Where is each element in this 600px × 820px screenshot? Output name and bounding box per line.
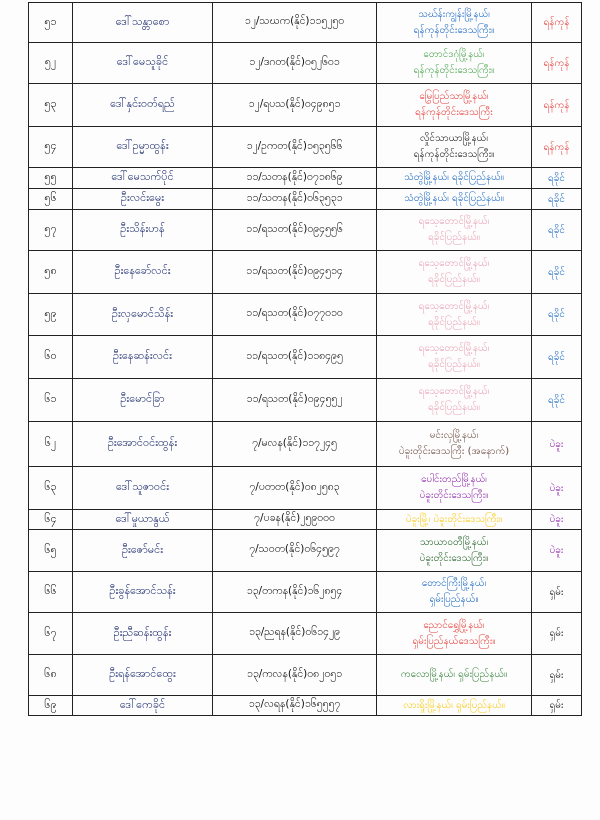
table-row bbox=[29, 467, 582, 510]
nrc-number-cell: ၇/သဝတ(နိုင်)၀၆၄၅၉၇ bbox=[213, 530, 377, 572]
nrc-number-cell: ၁၁/ရသတ(နိုင်)၀၉၄၅၅၂ bbox=[213, 379, 377, 422]
region-cell: ရှမ်း bbox=[532, 572, 582, 613]
address-line-1: ရသေ့တောင်မြို့နယ်၊ bbox=[418, 216, 490, 227]
nrc-number-cell: ၁၁/ရသတ(နိုင်)၀၉၄၅၁၄ bbox=[213, 251, 377, 294]
table-row bbox=[29, 210, 582, 251]
address-line-2: ရန်ကုန်တိုင်းဒေသကြီး။ bbox=[413, 149, 495, 160]
region-cell: ရခိုင် bbox=[532, 379, 582, 422]
address-line-1: လှိုင်သာယာမြို့နယ်၊ bbox=[420, 133, 488, 144]
row-number-cell: ၅၄ bbox=[29, 127, 73, 168]
member-name-cell: ဦးရန်အောင်ထွေး bbox=[73, 655, 213, 696]
region-cell: ရခိုင် bbox=[532, 251, 582, 294]
region-cell: ရန်ကုန် bbox=[532, 3, 582, 43]
row-number-cell: ၆၃ bbox=[29, 467, 73, 510]
row-number-cell: ၅၅ bbox=[29, 168, 73, 189]
region-cell: ရန်ကုန် bbox=[532, 43, 582, 84]
address-cell bbox=[377, 336, 532, 379]
row-number-cell: ၆၈ bbox=[29, 655, 73, 696]
table-row bbox=[29, 422, 582, 467]
row-number-cell: ၅၂ bbox=[29, 43, 73, 84]
table-row bbox=[29, 379, 582, 422]
region-cell: ရခိုင် bbox=[532, 189, 582, 210]
address-cell bbox=[377, 467, 532, 510]
address-line-2: ရခိုင်ပြည်နယ်။ bbox=[428, 359, 480, 370]
table-row bbox=[29, 84, 582, 127]
table-row bbox=[29, 696, 582, 716]
address-cell bbox=[377, 127, 532, 168]
address-cell bbox=[377, 422, 532, 467]
member-name-cell: ဦးလှမောင်သိန်း bbox=[73, 294, 213, 336]
member-name-cell: ဦးအောင်ဝင်းထွန်း bbox=[73, 422, 213, 467]
member-table-body bbox=[29, 3, 582, 716]
address-line-2: ရှမ်းပြည်နယ်။ bbox=[429, 594, 479, 605]
address-line-1: ပေါင်းတည်မြို့နယ်၊ bbox=[421, 474, 487, 485]
row-number-cell: ၆၆ bbox=[29, 572, 73, 613]
row-number-cell: ၆၄ bbox=[29, 510, 73, 530]
nrc-number-cell: ၇/ပခန(နိုင်)၂၅၉၀၀၀ bbox=[213, 510, 377, 530]
nrc-number-cell: ၁၃/တကန(နိုင်)၁၆၂၈၅၄ bbox=[213, 572, 377, 613]
nrc-number-cell: ၁၂/ဒဂတ(နိုင်)၀၅၂၆၀၁ bbox=[213, 43, 377, 84]
row-number-cell: ၅၇ bbox=[29, 210, 73, 251]
region-cell: ရခိုင် bbox=[532, 168, 582, 189]
nrc-number-cell: ၁၃/လရန(နိုင်)၁၆၅၅၅၇ bbox=[213, 696, 377, 716]
address-cell bbox=[377, 696, 532, 716]
member-name-cell: ဦးဇော်မင်း bbox=[73, 530, 213, 572]
address-line-1: ရသေ့တောင်မြို့နယ်၊ bbox=[418, 258, 490, 269]
address-line-1: သံတွဲမြို့နယ်၊ ရခိုင်ပြည်နယ်။ bbox=[404, 172, 504, 183]
region-cell: ရခိုင် bbox=[532, 294, 582, 336]
member-name-cell: ဦးခွန်အောင်သန်း bbox=[73, 572, 213, 613]
address-line-1: တောင်ဒဂုံမြို့နယ်၊ bbox=[423, 49, 485, 60]
table-row bbox=[29, 336, 582, 379]
row-number-cell: ၅၁ bbox=[29, 3, 73, 43]
table-row bbox=[29, 43, 582, 84]
address-cell bbox=[377, 3, 532, 43]
nrc-number-cell: ၁၂/ဥကတ(နိုင်)၁၅၃၅၆၆ bbox=[213, 127, 377, 168]
region-cell: ရခိုင် bbox=[532, 336, 582, 379]
table-row bbox=[29, 189, 582, 210]
address-cell bbox=[377, 43, 532, 84]
address-line-1: သံတွဲမြို့နယ်၊ ရခိုင်ပြည်နယ်။ bbox=[404, 193, 504, 204]
nrc-number-cell: ၇/မလန(နိုင်)၁၁၇၂၄၅ bbox=[213, 422, 377, 467]
nrc-number-cell: ၁၁/ရသတ(နိုင်)၁၁၈၄၉၅ bbox=[213, 336, 377, 379]
row-number-cell: ၆၇ bbox=[29, 613, 73, 655]
nrc-number-cell: ၁၁/ရသတ(နိုင်)၀၇၇၀၁၀ bbox=[213, 294, 377, 336]
address-line-1: မြွေပြည်သာမြို့နယ်၊ bbox=[419, 91, 489, 102]
region-cell: ရှမ်း bbox=[532, 696, 582, 716]
table-row bbox=[29, 168, 582, 189]
address-line-1: သာယာဝတီမြို့နယ်၊ bbox=[419, 536, 489, 548]
member-name-cell: ဦးသိန်းဟန် bbox=[73, 210, 213, 251]
region-cell: ပဲခူး bbox=[532, 467, 582, 510]
row-number-cell: ၆၅ bbox=[29, 530, 73, 572]
region-cell: ပဲခူး bbox=[532, 530, 582, 572]
row-number-cell: ၅၆ bbox=[29, 189, 73, 210]
address-cell bbox=[377, 168, 532, 189]
address-cell bbox=[377, 294, 532, 336]
address-cell bbox=[377, 530, 532, 572]
member-name-cell: ဒေါ်ကေခိုင် bbox=[73, 696, 213, 716]
member-name-cell: ဦးလင်းမွေး bbox=[73, 189, 213, 210]
address-cell bbox=[377, 189, 532, 210]
address-line-1: ရသေ့တောင်မြို့နယ်၊ bbox=[418, 300, 490, 312]
address-line-1: ပဲခူးမြို့၊ ပဲခူးတိုင်းဒေသကြီး။ bbox=[405, 513, 503, 525]
nrc-number-cell: ၁၂/ရပသ(နိုင်)၀၄၉၈၅၁ bbox=[213, 84, 377, 127]
member-name-cell: ဒေါ်မေသက်ပိုင် bbox=[73, 168, 213, 189]
region-cell: ရှမ်း bbox=[532, 613, 582, 655]
address-line-2: ရခိုင်ပြည်နယ်။ bbox=[428, 232, 480, 243]
address-cell bbox=[377, 655, 532, 696]
table-row bbox=[29, 127, 582, 168]
address-line-2: ရခိုင်ပြည်နယ်။ bbox=[428, 402, 480, 413]
address-line-1: မင်းလှမြို့နယ်၊ bbox=[429, 430, 479, 441]
table-row bbox=[29, 3, 582, 43]
region-cell: ရခိုင် bbox=[532, 210, 582, 251]
nrc-number-cell: ၇/ပတတ(နိုင်)၀၈၂၅၈၃ bbox=[213, 467, 377, 510]
member-name-cell: ဒေါ်မှုယာနွယ် bbox=[73, 510, 213, 530]
address-line-2: ရန်ကုန်တိုင်းဒေသကြီး bbox=[415, 107, 493, 118]
member-name-cell: ဦးနေဆန်းလင်း bbox=[73, 336, 213, 379]
address-line-2: ရှမ်းပြည်နယ်ဒေသကြီး။ bbox=[412, 635, 496, 647]
nrc-number-cell: ၁၁/သတန(နိုင်)၀၇၁၈၆၉ bbox=[213, 168, 377, 189]
table-row bbox=[29, 251, 582, 294]
table-row bbox=[29, 572, 582, 613]
row-number-cell: ၅၈ bbox=[29, 251, 73, 294]
region-cell: ပဲခူး bbox=[532, 422, 582, 467]
row-number-cell: ၆၀ bbox=[29, 336, 73, 379]
address-line-2: ရန်ကုန်တိုင်းဒေသကြီး။ bbox=[413, 24, 495, 36]
member-name-cell: ဦးနေခော်လင်း bbox=[73, 251, 213, 294]
address-cell bbox=[377, 613, 532, 655]
address-line-2: ရခိုင်ပြည်နယ်။ bbox=[428, 316, 480, 328]
member-name-cell: ဒေါ်နှင်းဝတ်ရည် bbox=[73, 84, 213, 127]
table-row bbox=[29, 655, 582, 696]
address-line-2: ရခိုင်ပြည်နယ်။ bbox=[428, 274, 480, 285]
address-line-1: ရသေ့တောင်မြို့နယ်၊ bbox=[418, 343, 490, 354]
member-name-cell: ဒေါ်သူဇာဝင်း bbox=[73, 467, 213, 510]
address-cell bbox=[377, 572, 532, 613]
address-line-1: ရသေ့တောင်မြို့နယ်၊ bbox=[418, 386, 490, 397]
address-line-2: ပဲခူးတိုင်းဒေသကြီး။ bbox=[419, 552, 489, 564]
row-number-cell: ၆၂ bbox=[29, 422, 73, 467]
nrc-number-cell: ၁၃/ညရန(နိုင်)၀၆၁၄၂၉ bbox=[213, 613, 377, 655]
address-cell bbox=[377, 510, 532, 530]
address-line-2: ရန်ကုန်တိုင်းဒေသကြီး။ bbox=[413, 65, 495, 76]
region-cell: ရန်ကုန် bbox=[532, 84, 582, 127]
region-cell: ရန်ကုန် bbox=[532, 127, 582, 168]
address-cell bbox=[377, 251, 532, 294]
address-cell bbox=[377, 84, 532, 127]
table-row bbox=[29, 510, 582, 530]
row-number-cell: ၆၁ bbox=[29, 379, 73, 422]
address-line-1: ကလောမြို့နယ်၊ ရှမ်းပြည်နယ်။ bbox=[400, 669, 508, 680]
member-name-cell: ဒေါ်မေသူခိုင် bbox=[73, 43, 213, 84]
address-cell bbox=[377, 379, 532, 422]
row-number-cell: ၅၉ bbox=[29, 294, 73, 336]
row-number-cell: ၅၃ bbox=[29, 84, 73, 127]
member-name-cell: ဒေါ်သန္တာစော bbox=[73, 3, 213, 43]
address-line-1: လားရှိုးမြို့နယ်၊ ရှမ်းပြည်နယ်။ bbox=[403, 699, 505, 711]
member-name-cell: ဦးညီဆန်းထွန်း bbox=[73, 613, 213, 655]
nrc-number-cell: ၁၂/သဃက(နိုင်)၁၁၅၂၅၀ bbox=[213, 3, 377, 43]
table-row bbox=[29, 530, 582, 572]
table-row bbox=[29, 613, 582, 655]
table-row bbox=[29, 294, 582, 336]
address-line-2: ပဲခူးတိုင်းဒေသကြီး (အနောက်) bbox=[398, 446, 510, 457]
address-line-1: သဃ်န်းကျွန်းမြို့နယ်၊ bbox=[418, 8, 490, 20]
nrc-number-cell: ၁၁/သတန(နိုင်)၀၆၃၅၃၁ bbox=[213, 189, 377, 210]
member-name-cell: ဒေါ်ဥမ္မာထွန်း bbox=[73, 127, 213, 168]
address-line-1: တောင်ကြီးမြို့နယ်၊ bbox=[421, 578, 487, 589]
member-name-cell: ဦးမောင်ခြာ bbox=[73, 379, 213, 422]
member-table bbox=[28, 2, 582, 716]
region-cell: ပဲခူး bbox=[532, 510, 582, 530]
nrc-number-cell: ၁၁/ရသတ(နိုင်)၀၉၄၅၅၆ bbox=[213, 210, 377, 251]
address-line-1: ညောင်ရွှေမြို့နယ်၊ bbox=[423, 619, 485, 631]
address-cell bbox=[377, 210, 532, 251]
address-line-2: ပဲခူးတိုင်းဒေသကြီး။ bbox=[419, 490, 489, 501]
region-cell: ရှမ်း bbox=[532, 655, 582, 696]
row-number-cell: ၆၉ bbox=[29, 696, 73, 716]
nrc-number-cell: ၁၃/ကလန(နိုင်)၀၈၂၀၅၁ bbox=[213, 655, 377, 696]
